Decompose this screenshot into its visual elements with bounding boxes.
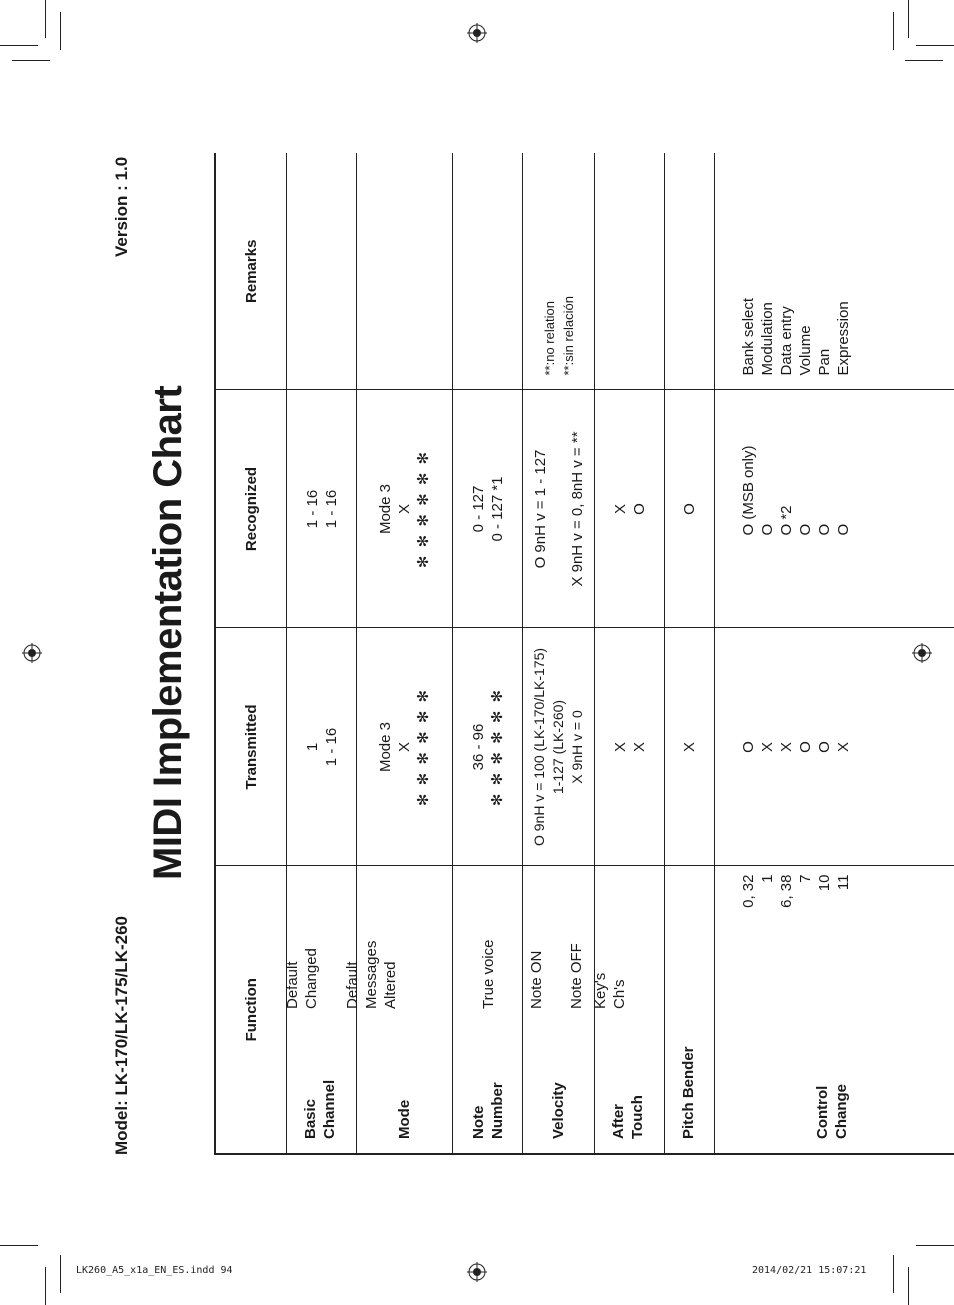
remarks-cell [287, 153, 357, 390]
row-pitch-bender [665, 153, 715, 1154]
transmitted-cell: 1 1 - 16 [287, 628, 357, 866]
recognized-cell: O [665, 390, 715, 628]
header-row [215, 153, 287, 1154]
control-numbers: 0, 32 1 6, 38 7 10 11 [740, 874, 852, 908]
transmitted-cell: O X X O O X [715, 628, 954, 866]
function-label: Velocity [550, 1082, 567, 1139]
function-cell [344, 866, 453, 1154]
function-label: Pitch Bender [680, 1046, 697, 1139]
slug-date: 2014/02/21 15:07:21 [752, 1265, 867, 1276]
function-cell [665, 866, 715, 1154]
version-label: Version : 1.0 [112, 156, 131, 257]
function-sub: Key's Ch's [592, 972, 628, 1009]
function-label: Note Number [470, 1082, 506, 1139]
page-title: MIDI Implementation Chart [146, 385, 190, 880]
row-mode [357, 153, 453, 1154]
recognized-cell: O (MSB only) O O *2 O O O [715, 390, 954, 628]
row-note-number [453, 153, 523, 1154]
transmitted-cell: X [665, 628, 715, 866]
row-after-touch [595, 153, 665, 1154]
function-label: Control Change [814, 1083, 850, 1139]
function-cell [592, 866, 665, 1154]
function-cell [284, 866, 357, 1154]
function-cell [453, 866, 523, 1154]
transmitted-cell: O 9nH v = 100 (LK-170/LK-175) 1-127 (LK-260) X 9nH v = 0 [523, 628, 595, 866]
function-sub: Default Messages Altered [344, 940, 399, 1009]
remarks-cell: Bank select Modulation Data entry Volume Pan Expression [740, 297, 852, 376]
function-sub: Note OFF [568, 943, 585, 1009]
recognized-cell: O 9nH v = 1 - 127 X 9nH v = 0, 8nH v = ** [523, 390, 595, 628]
function-sub: Default Changed [284, 948, 320, 1009]
recognized-cell: X O [595, 390, 665, 628]
function-label: After Touch [610, 1095, 646, 1139]
row-control-change [715, 153, 954, 1154]
remarks-cell [595, 153, 665, 390]
function-cell [523, 866, 595, 1154]
function-label: Basic Channel [302, 1079, 338, 1139]
row-velocity [523, 153, 595, 1154]
function-sub: True voice [480, 939, 497, 1009]
remarks-cell [665, 153, 715, 390]
function-sub: Note ON [528, 950, 545, 1009]
transmitted-cell: X X [595, 628, 665, 866]
function-cell [715, 866, 954, 1154]
col-recognized: Recognized [215, 390, 287, 628]
model-label: Model: LK-170/LK-175/LK-260 [112, 916, 131, 1155]
transmitted-cell: 36 - 96 ✻ ✻ ✻ ✻ ✻ ✻ [453, 628, 523, 866]
remarks-cell: **:no relation **:sin relación [541, 296, 576, 376]
midi-chart-table [214, 153, 954, 1155]
recognized-cell: Mode 3 X ✻ ✻ ✻ ✻ ✻ ✻ [357, 390, 453, 628]
transmitted-cell: Mode 3 X ✻ ✻ ✻ ✻ ✻ ✻ [357, 628, 453, 866]
col-remarks: Remarks [242, 239, 260, 303]
col-transmitted: Transmitted [215, 628, 287, 866]
remarks-cell [453, 153, 523, 390]
remarks-cell [357, 153, 453, 390]
col-function: Function [215, 866, 287, 1154]
function-label: Mode [396, 1099, 413, 1139]
slug-file: LK260_A5_x1a_EN_ES.indd 94 [76, 1265, 233, 1276]
recognized-cell: 1 - 16 1 - 16 [287, 390, 357, 628]
recognized-cell: 0 - 127 0 - 127 *1 [453, 390, 523, 628]
